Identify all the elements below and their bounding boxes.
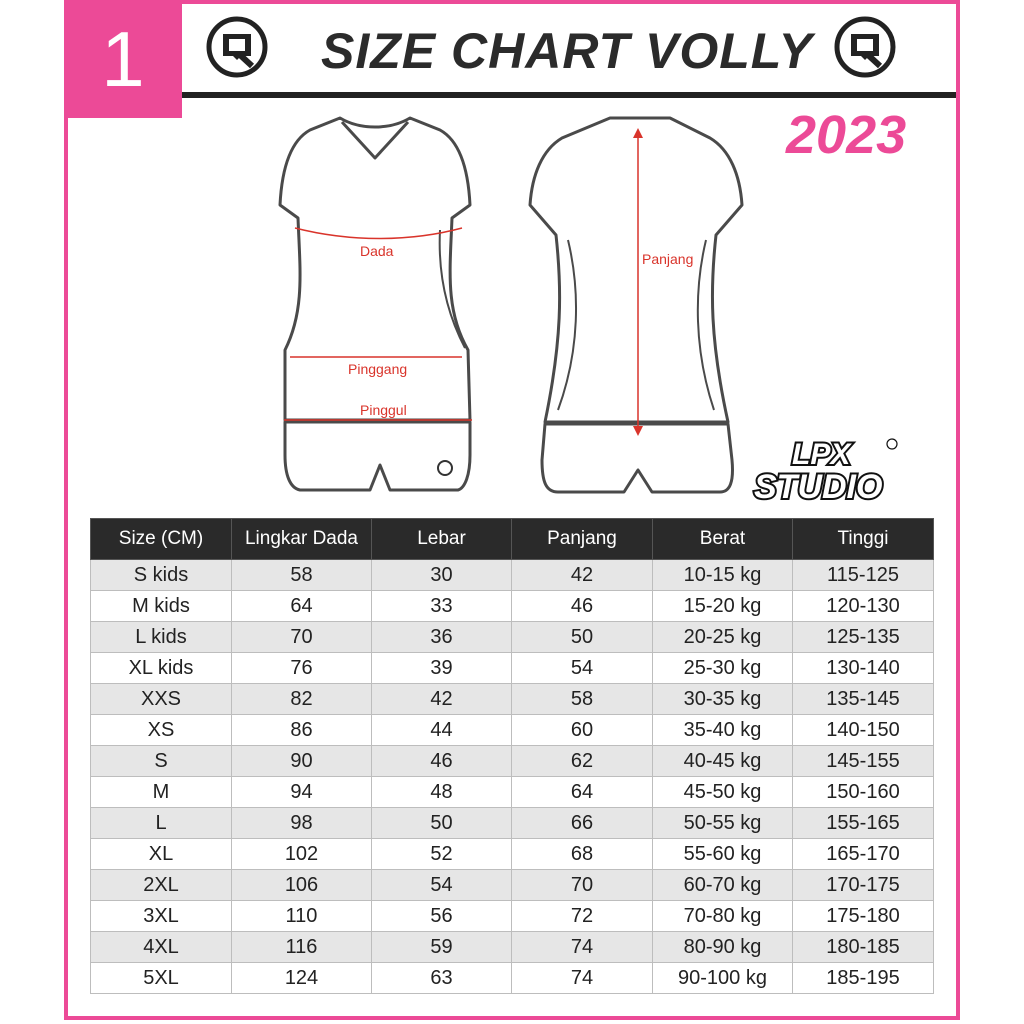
cell-lebar: 48 <box>372 777 512 808</box>
cell-panjang: 74 <box>512 963 653 994</box>
header-divider <box>182 92 956 98</box>
cell-tinggi: 150-160 <box>793 777 934 808</box>
cell-lingkar-dada: 106 <box>232 870 372 901</box>
cell-size: S kids <box>91 560 232 591</box>
cell-panjang: 74 <box>512 932 653 963</box>
cell-lebar: 54 <box>372 870 512 901</box>
chart-number-badge: 1 <box>64 0 182 118</box>
table-row <box>91 622 934 653</box>
cell-berat: 35-40 kg <box>653 715 793 746</box>
cell-panjang: 50 <box>512 622 653 653</box>
jersey-measurement-diagram <box>240 110 780 510</box>
table-row <box>91 715 934 746</box>
cell-tinggi: 170-175 <box>793 870 934 901</box>
cell-berat: 40-45 kg <box>653 746 793 777</box>
label-pinggang: Pinggang <box>348 361 408 377</box>
cell-lingkar-dada: 70 <box>232 622 372 653</box>
table-row <box>91 560 934 591</box>
brand-line-2: STUDIO <box>754 468 883 506</box>
cell-lebar: 50 <box>372 808 512 839</box>
brand-studio-logo <box>752 436 942 506</box>
size-chart-table <box>90 518 934 994</box>
cell-size: XS <box>91 715 232 746</box>
registered-mark-icon <box>887 439 897 449</box>
label-dada: Dada <box>360 243 394 259</box>
header-lebar: Lebar <box>372 519 512 560</box>
cell-size: XL <box>91 839 232 870</box>
table-row <box>91 839 934 870</box>
cell-size: L kids <box>91 622 232 653</box>
cell-size: 2XL <box>91 870 232 901</box>
cell-tinggi: 115-125 <box>793 560 934 591</box>
brand-line-1: LPX <box>792 438 851 471</box>
cell-lebar: 59 <box>372 932 512 963</box>
cell-lingkar-dada: 82 <box>232 684 372 715</box>
cell-lingkar-dada: 76 <box>232 653 372 684</box>
cell-panjang: 70 <box>512 870 653 901</box>
cell-lebar: 36 <box>372 622 512 653</box>
cell-lebar: 56 <box>372 901 512 932</box>
cell-tinggi: 145-155 <box>793 746 934 777</box>
cell-berat: 15-20 kg <box>653 591 793 622</box>
table-row <box>91 591 934 622</box>
year-label: 2023 <box>786 105 907 165</box>
cell-size: M kids <box>91 591 232 622</box>
header-berat: Berat <box>653 519 793 560</box>
cell-lingkar-dada: 98 <box>232 808 372 839</box>
cell-tinggi: 165-170 <box>793 839 934 870</box>
cell-lingkar-dada: 90 <box>232 746 372 777</box>
table-row <box>91 963 934 994</box>
cell-panjang: 72 <box>512 901 653 932</box>
cell-panjang: 42 <box>512 560 653 591</box>
cell-tinggi: 155-165 <box>793 808 934 839</box>
cell-tinggi: 175-180 <box>793 901 934 932</box>
cell-lingkar-dada: 124 <box>232 963 372 994</box>
cell-lingkar-dada: 86 <box>232 715 372 746</box>
cell-berat: 55-60 kg <box>653 839 793 870</box>
header-panjang: Panjang <box>512 519 653 560</box>
cell-lebar: 33 <box>372 591 512 622</box>
cell-lingkar-dada: 58 <box>232 560 372 591</box>
cell-berat: 10-15 kg <box>653 560 793 591</box>
cell-lebar: 52 <box>372 839 512 870</box>
cell-tinggi: 125-135 <box>793 622 934 653</box>
cell-berat: 80-90 kg <box>653 932 793 963</box>
cell-panjang: 68 <box>512 839 653 870</box>
cell-panjang: 46 <box>512 591 653 622</box>
cell-panjang: 60 <box>512 715 653 746</box>
header-tinggi: Tinggi <box>793 519 934 560</box>
table-row <box>91 777 934 808</box>
cell-size: L <box>91 808 232 839</box>
cell-tinggi: 120-130 <box>793 591 934 622</box>
label-panjang: Panjang <box>642 251 694 267</box>
cell-lingkar-dada: 94 <box>232 777 372 808</box>
header-size: Size (CM) <box>91 519 232 560</box>
cell-tinggi: 130-140 <box>793 653 934 684</box>
cell-lebar: 30 <box>372 560 512 591</box>
cell-berat: 90-100 kg <box>653 963 793 994</box>
cell-lebar: 39 <box>372 653 512 684</box>
cell-size: S <box>91 746 232 777</box>
page-title: SIZE CHART VOLLY <box>321 23 813 79</box>
cell-panjang: 54 <box>512 653 653 684</box>
table-row <box>91 653 934 684</box>
cell-lebar: 42 <box>372 684 512 715</box>
cell-size: XXS <box>91 684 232 715</box>
cell-berat: 50-55 kg <box>653 808 793 839</box>
jersey-back-illustration <box>530 118 742 492</box>
header-lingkar-dada: Lingkar Dada <box>232 519 372 560</box>
label-pinggul: Pinggul <box>360 402 407 418</box>
brand-logo-icon-right <box>834 16 896 78</box>
cell-size: 3XL <box>91 901 232 932</box>
table-row <box>91 932 934 963</box>
jersey-front-illustration <box>280 118 470 490</box>
cell-lingkar-dada: 116 <box>232 932 372 963</box>
cell-berat: 70-80 kg <box>653 901 793 932</box>
cell-lebar: 44 <box>372 715 512 746</box>
cell-berat: 20-25 kg <box>653 622 793 653</box>
cell-size: M <box>91 777 232 808</box>
table-row <box>91 746 934 777</box>
cell-lebar: 46 <box>372 746 512 777</box>
cell-panjang: 64 <box>512 777 653 808</box>
cell-size: 4XL <box>91 932 232 963</box>
cell-tinggi: 180-185 <box>793 932 934 963</box>
cell-lingkar-dada: 64 <box>232 591 372 622</box>
cell-berat: 45-50 kg <box>653 777 793 808</box>
cell-panjang: 66 <box>512 808 653 839</box>
table-header-row <box>91 519 934 560</box>
cell-tinggi: 135-145 <box>793 684 934 715</box>
cell-size: XL kids <box>91 653 232 684</box>
cell-berat: 30-35 kg <box>653 684 793 715</box>
cell-berat: 25-30 kg <box>653 653 793 684</box>
cell-lingkar-dada: 110 <box>232 901 372 932</box>
cell-tinggi: 185-195 <box>793 963 934 994</box>
table-row <box>91 684 934 715</box>
cell-berat: 60-70 kg <box>653 870 793 901</box>
cell-lebar: 63 <box>372 963 512 994</box>
cell-lingkar-dada: 102 <box>232 839 372 870</box>
cell-panjang: 62 <box>512 746 653 777</box>
table-row <box>91 870 934 901</box>
brand-logo-icon-left <box>206 16 268 78</box>
cell-panjang: 58 <box>512 684 653 715</box>
table-row <box>91 808 934 839</box>
cell-tinggi: 140-150 <box>793 715 934 746</box>
cell-size: 5XL <box>91 963 232 994</box>
table-row <box>91 901 934 932</box>
